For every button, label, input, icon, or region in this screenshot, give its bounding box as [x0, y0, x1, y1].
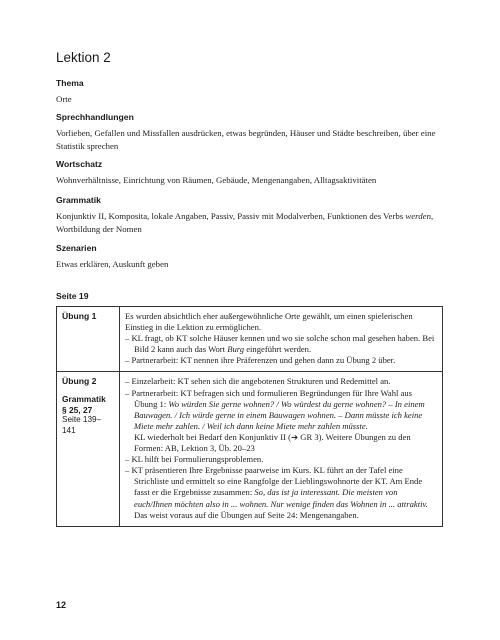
step-emphasis: Burg — [227, 344, 245, 355]
section-szenarien — [56, 243, 446, 271]
exercise-step — [125, 333, 437, 355]
exercise-content-cell — [120, 307, 443, 372]
exercise-note: Das weist voraus auf die Übungen auf Seite 24: Mengenangaben. — [134, 509, 359, 520]
section-heading: Thema — [56, 78, 84, 88]
section-text: Wohnverhältnisse, Einrichtung von Räumen, Gebäude, Mengenangaben, Alltagsaktivitäten — [56, 175, 377, 185]
section-wortschatz — [56, 159, 446, 187]
grammatik-text-end: , Wortbildung der Nomen — [56, 211, 434, 234]
section-heading: Szenarien — [56, 243, 97, 253]
step-text-end: eingeführt werden. — [244, 344, 312, 355]
exercise-label: Übung 1 — [62, 311, 97, 321]
exercise-step: – Partnerarbeit: KT nennen ihre Präferenzen und gehen dann zu Übung 2 über. — [125, 355, 396, 366]
table-row — [57, 372, 443, 526]
exercise-content-cell — [120, 372, 443, 526]
exercise-note: KL wiederholt bei Bedarf den Konjunktiv II (➔ GR 3). Weitere Übungen zu den Formen: AB, Lektion 3, Üb. 20–23 — [134, 431, 411, 454]
section-heading: Sprechhandlungen — [56, 112, 134, 122]
section-sprechhandlungen — [56, 112, 446, 152]
exercise-step — [125, 465, 437, 509]
page-reference-heading: Seite 19 — [56, 291, 89, 301]
step-text: – KT präsentieren Ihre Ergebnisse paarweise im Kurs. KL führt an der Tafel eine Strichliste und ermittelt so eine Rangfolge der Lieblingswohnorte der KT. Am Ende fasst er die Ergebnisse zusammen: — [125, 465, 423, 498]
page-number: 12 — [56, 600, 67, 610]
section-heading: Wortschatz — [56, 159, 103, 169]
grammar-paragraphs: § 25, 27 — [62, 404, 93, 415]
grammar-pages: Seite 139–141 — [62, 415, 102, 435]
section-text: Etwas erklären, Auskunft geben — [56, 259, 169, 269]
step-emphasis: So, das ist ja interessant. Die meisten von euch/Ihnen möchten also in ... wohnen. Nur wenige finden das Wohnen in ... attraktiv. — [134, 487, 428, 509]
exercise-step: – Einzelarbeit: KT sehen sich die angebotenen Strukturen und Redemittel an. — [125, 376, 391, 387]
step-emphasis: Wo würden Sie gerne wohnen? / Wo würdest du gerne wohnen? – In einem Bauwagen. / Ich würde gerne in einem Bauwagen wohnen. – Dann müsste ich keine Miete mehr zahlen. / Weil ich dann keine Miete mehr zahlen müsste. — [134, 398, 425, 431]
section-text: Vorlieben, Gefallen und Missfallen ausdrücken, etwas begründen, Häuser und Städte beschreiben, über eine Statistik sprechen — [56, 128, 436, 151]
exercise-step — [125, 388, 437, 432]
exercise-label: Übung 2 — [62, 376, 97, 387]
section-heading: Grammatik — [56, 195, 101, 205]
table-row — [57, 307, 443, 372]
exercise-label-cell — [57, 307, 120, 372]
step-text: – Partnerarbeit: KT befragen sich und formulieren Begründungen für Ihre Wahl aus Übung 1: — [125, 387, 413, 409]
step-text: – KL fragt, ob KT solche Häuser kennen und wo sie solche schon mal gesehen haben. Bei Bild 2 kann auch das Wort — [125, 333, 435, 355]
grammatik-emphasis: werden — [405, 211, 431, 221]
exercise-label-cell — [57, 372, 120, 526]
grammar-reference-label: Grammatik — [62, 394, 106, 405]
section-grammatik — [56, 195, 446, 235]
exercise-table — [56, 306, 443, 527]
exercise-intro: Es wurden absichtlich eher außergewöhnliche Orte gewählt, um einen spielerischen Einstieg in die Lektion zu ermöglichen. — [125, 311, 413, 333]
section-thema — [56, 78, 446, 106]
grammatik-text: Konjunktiv II, Komposita, lokale Angaben, Passiv, Passiv mit Modalverben, Funktionen des Verbs — [56, 211, 406, 221]
exercise-step: – KL hilft bei Formulierungsproblemen. — [125, 454, 264, 465]
section-text — [56, 210, 448, 235]
section-text: Orte — [56, 94, 72, 104]
lesson-title: Lektion 2 — [56, 50, 111, 65]
